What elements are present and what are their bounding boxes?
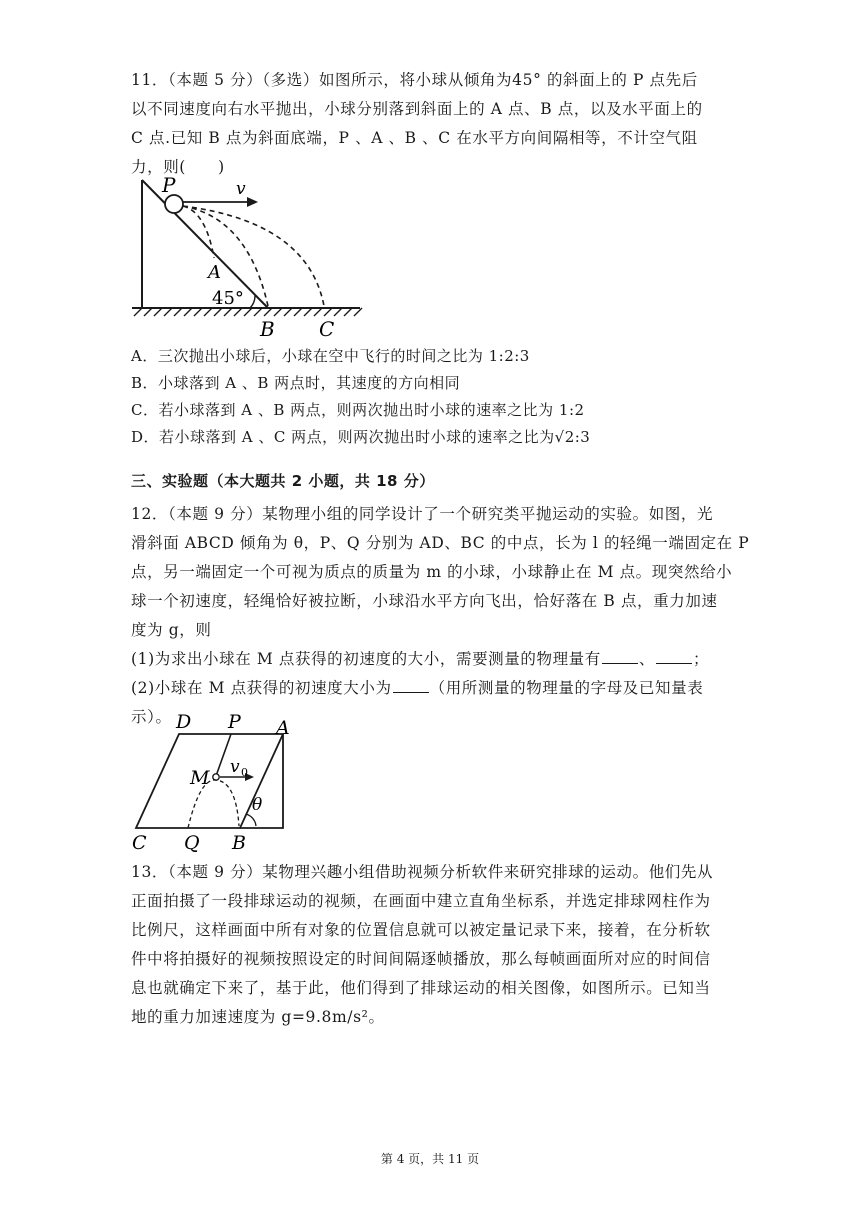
label-c: C [319, 317, 335, 341]
q12-sub1-separator: 、 [638, 650, 655, 668]
ground-hatching [134, 308, 362, 316]
rope [216, 734, 231, 776]
label-c: C [132, 832, 147, 854]
label-theta: θ [252, 795, 263, 815]
theta-arc [246, 814, 256, 826]
q12-sub1 [131, 645, 731, 674]
label-v: v [236, 179, 246, 199]
q12-inclined-plane-figure [128, 708, 328, 858]
label-p: P [162, 173, 176, 197]
label-v: v [230, 757, 240, 777]
q13-line: 件中将拍摄好的视频按照设定的时间间隔逐帧播放，那么每帧画面所对应的时间信 [131, 950, 711, 968]
q12-sub2-text: (2)小球在 M 点获得的初速度大小为 [131, 679, 392, 697]
question-13-text [131, 858, 731, 1032]
q12-line: 滑斜面 ABCD 倾角为 θ，P、Q 分别为 AD、BC 的中点，长为 l 的轻绳一端固定在 P [131, 534, 750, 552]
label-p: P [228, 711, 241, 733]
q11-option-b: B．小球落到 A 、B 两点时，其速度的方向相同 [131, 374, 461, 392]
trajectory-to-c [183, 206, 324, 306]
label-m: M [190, 767, 210, 789]
q11-incline-figure [128, 170, 368, 342]
answer-blank[interactable] [393, 678, 429, 693]
label-d: D [176, 711, 192, 733]
q11-line: 力，则( ) [131, 158, 225, 176]
q12-sub1-end: ； [693, 650, 710, 668]
q12-line: 点，另一端固定一个可视为质点的质量为 m 的小球，小球静止在 M 点。现突然给小 [131, 563, 733, 581]
q11-line: 以不同速度向右水平抛出，小球分别落到斜面上的 A 点、B 点，以及水平面上的 [131, 100, 703, 118]
q12-sub2 [131, 674, 731, 703]
q12-line: 12．（本题 9 分）某物理小组的同学设计了一个研究类平抛运动的实验。如图，光 [131, 505, 714, 523]
q13-line: 13．（本题 9 分）某物理兴趣小组借助视频分析软件来研究排球的运动。他们先从 [131, 863, 714, 881]
q12-line: 球一个初速度，轻绳恰好被拉断，小球沿水平方向飞出，恰好落在 B 点，重力加速 [131, 592, 718, 610]
label-b: B [260, 317, 275, 341]
q11-line: 11．（本题 5 分）（多选）如图所示，将小球从倾角为45° 的斜面上的 P 点先后 [131, 71, 698, 89]
label-a: A [276, 717, 290, 739]
label-v-subscript: 0 [241, 766, 248, 779]
q12-line: 度为 g，则 [131, 621, 212, 639]
label-q: Q [184, 832, 200, 854]
q11-line: C 点.已知 B 点为斜面底端，P 、A 、B 、C 在水平方向间隔相等，不计空气阻 [131, 129, 698, 147]
label-angle: 45° [212, 288, 244, 309]
trajectory-to-a [183, 206, 214, 258]
velocity-arrowhead [247, 197, 258, 207]
q11-option-c: C．若小球落到 A 、B 两点，则两次抛出时小球的速率之比为 1:2 [131, 401, 585, 419]
q13-line: 息也就确定下来了，基于此，他们得到了排球运动的相关图像，如图所示。已知当 [131, 979, 711, 997]
ball-m [213, 774, 219, 780]
section-title: 三、实验题（本大题共 2 小题，共 18 分） [131, 472, 435, 490]
q13-line: 比例尺，这样画面中所有对象的位置信息就可以被定量记录下来，接着，在分析软 [131, 921, 711, 939]
question-12-text [131, 500, 750, 732]
q12-sub2-text-cont: （用所测量的物理量的字母及已知量表 [429, 679, 704, 697]
label-b: B [232, 832, 246, 854]
angle-arc [250, 295, 255, 308]
q11-option-a: A．三次抛出小球后，小球在空中飞行的时间之比为 1:2:3 [131, 347, 530, 365]
q12-sub1-text: (1)为求出小球在 M 点获得的初速度的大小，需要测量的物理量有 [131, 650, 601, 668]
label-a: A [208, 262, 221, 283]
q13-line: 正面拍摄了一段排球运动的视频，在画面中建立直角坐标系，并选定排球网柱作为 [131, 892, 711, 910]
answer-blank[interactable] [656, 649, 692, 664]
q11-option-d: D．若小球落到 A 、C 两点，则两次抛出时小球的速率之比为√2:3 [131, 428, 591, 446]
answer-blank[interactable] [602, 649, 638, 664]
q12-sub2-end: 示）。 [131, 708, 172, 726]
q13-line: 地的重力加速速度为 g=9.8m/s²。 [131, 1008, 385, 1026]
ball [165, 195, 183, 213]
page-footer: 第 4 页，共 11 页 [380, 1152, 480, 1166]
question-11-text [131, 66, 731, 182]
